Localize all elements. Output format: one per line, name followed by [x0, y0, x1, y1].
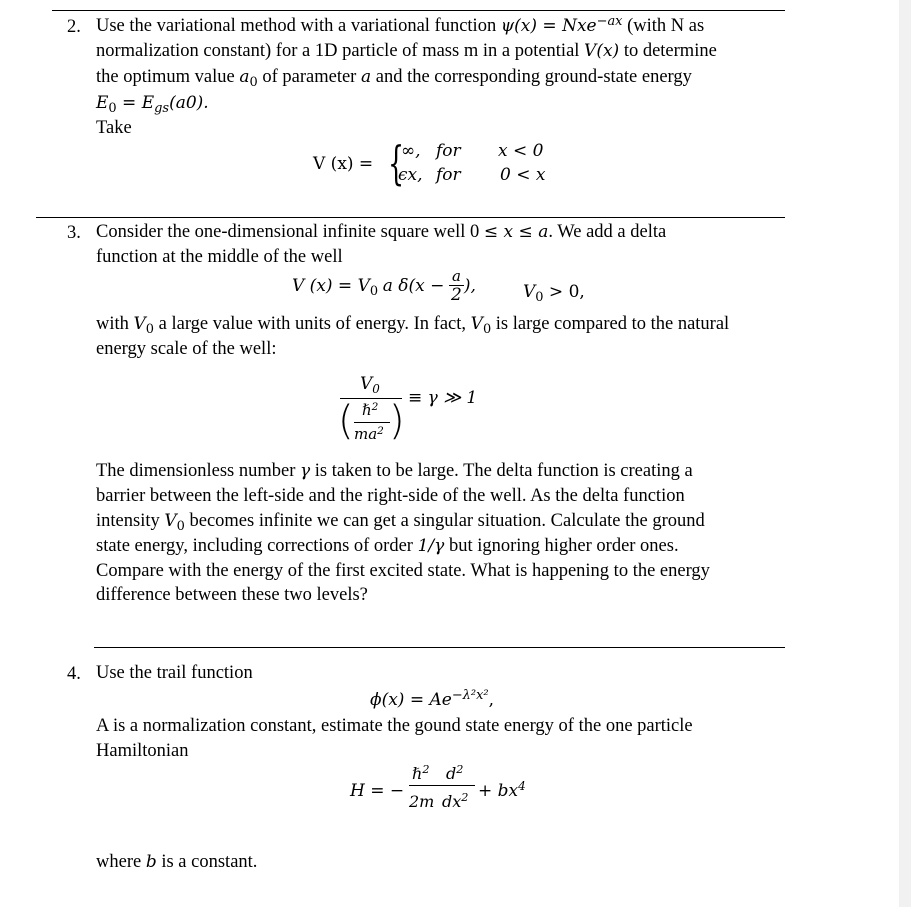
fraction-bar: [409, 785, 475, 786]
d-squared: $d^2$: [446, 763, 464, 783]
q4-line-2: A is a normalization constant, estimate the gound state energy of the one particle: [96, 716, 693, 736]
case1-condition: x < 0: [498, 141, 544, 161]
q3-line-1: Consider the one-dimensional infinite square well 0 ≤ x ≤ a. We add a delta: [96, 222, 667, 242]
gamma-definition: ≡ γ ≫ 1: [408, 388, 478, 408]
case2-condition: 0 < x: [500, 165, 546, 185]
hbar-squared: ℏ$^2$: [362, 400, 379, 419]
question-number: 2.: [67, 17, 81, 37]
q4-line-1: Use the trail function: [96, 663, 253, 683]
scrollbar-track[interactable]: [899, 0, 911, 907]
case1-value: ∞,: [401, 141, 421, 161]
q4-where: where b is a constant.: [96, 852, 258, 872]
potential-lhs: V (x) =: [313, 154, 374, 174]
q2-line-1: Use the variational method with a variational function ψ(x) = Nxe$^{-ax}$ (with N as: [96, 13, 705, 36]
hbar-squared: ℏ$^2$: [412, 763, 430, 783]
case2-value: ϵx,: [398, 165, 423, 185]
positivity-condition: $V_0 > 0$,: [523, 282, 585, 305]
inner-fraction-bar: [354, 422, 390, 423]
gamma-numerator: $V_0$: [360, 374, 380, 396]
divider-3-4: [94, 647, 785, 648]
hamiltonian-lhs: H = −: [350, 781, 405, 801]
divider-top: [52, 10, 785, 11]
q2-take: Take: [96, 118, 132, 138]
question-number: 4.: [67, 664, 81, 684]
quartic-term: + $bx^4$: [478, 779, 526, 801]
q3-line-3: with $V_0$ a large value with units of energy. In fact, $V_0$ is large compared to the natural: [96, 314, 730, 337]
brace: {: [388, 136, 405, 190]
right-paren: ): [389, 398, 405, 444]
case2-for: for: [436, 165, 461, 185]
q2-line-3: the optimum value $a_0$ of parameter a and the corresponding ground-state energy: [96, 67, 692, 90]
q2-line-2: normalization constant) for a 1D particle of mass m in a potential V(x) to determine: [96, 41, 717, 61]
q2-line-4: $E_0 = E_{gs}(a0)$.: [96, 93, 209, 116]
two-m: 2m: [409, 792, 435, 811]
q4-line-3: Hamiltonian: [96, 741, 189, 761]
q3-line-4: energy scale of the well:: [96, 339, 277, 359]
q3-para-line-5: Compare with the energy of the first excited state. What is happening to the energy: [96, 561, 710, 581]
q3-para-line-2: barrier between the left-side and the right-side of the well. As the delta function: [96, 486, 685, 506]
q3-para-line-3: intensity $V_0$ becomes infinite we can get a singular situation. Calculate the ground: [96, 511, 705, 534]
ma-squared: $ma^2$: [354, 424, 384, 443]
divider-2-3: [36, 217, 785, 218]
dx-squared: $dx^2$: [442, 791, 469, 811]
q3-para-line-1: The dimensionless number γ is taken to be large. The delta function is creating a: [96, 461, 693, 481]
delta-equation: V $(x) = V_0$ a δ(x − $\frac{a}{2}$ ),: [292, 267, 476, 306]
question-number: 3.: [67, 223, 81, 243]
q3-para-line-4: state energy, including corrections of order 1/γ but ignoring higher order ones.: [96, 536, 679, 556]
trial-function: $\phi(x) = Ae^{-\lambda^2x^2}$,: [370, 687, 494, 710]
left-paren: (: [338, 398, 354, 444]
q3-line-2: function at the middle of the well: [96, 247, 343, 267]
q3-para-line-6: difference between these two levels?: [96, 585, 368, 605]
case1-for: for: [436, 141, 461, 161]
a-over-2: $\frac{a}{2}$: [451, 267, 462, 306]
